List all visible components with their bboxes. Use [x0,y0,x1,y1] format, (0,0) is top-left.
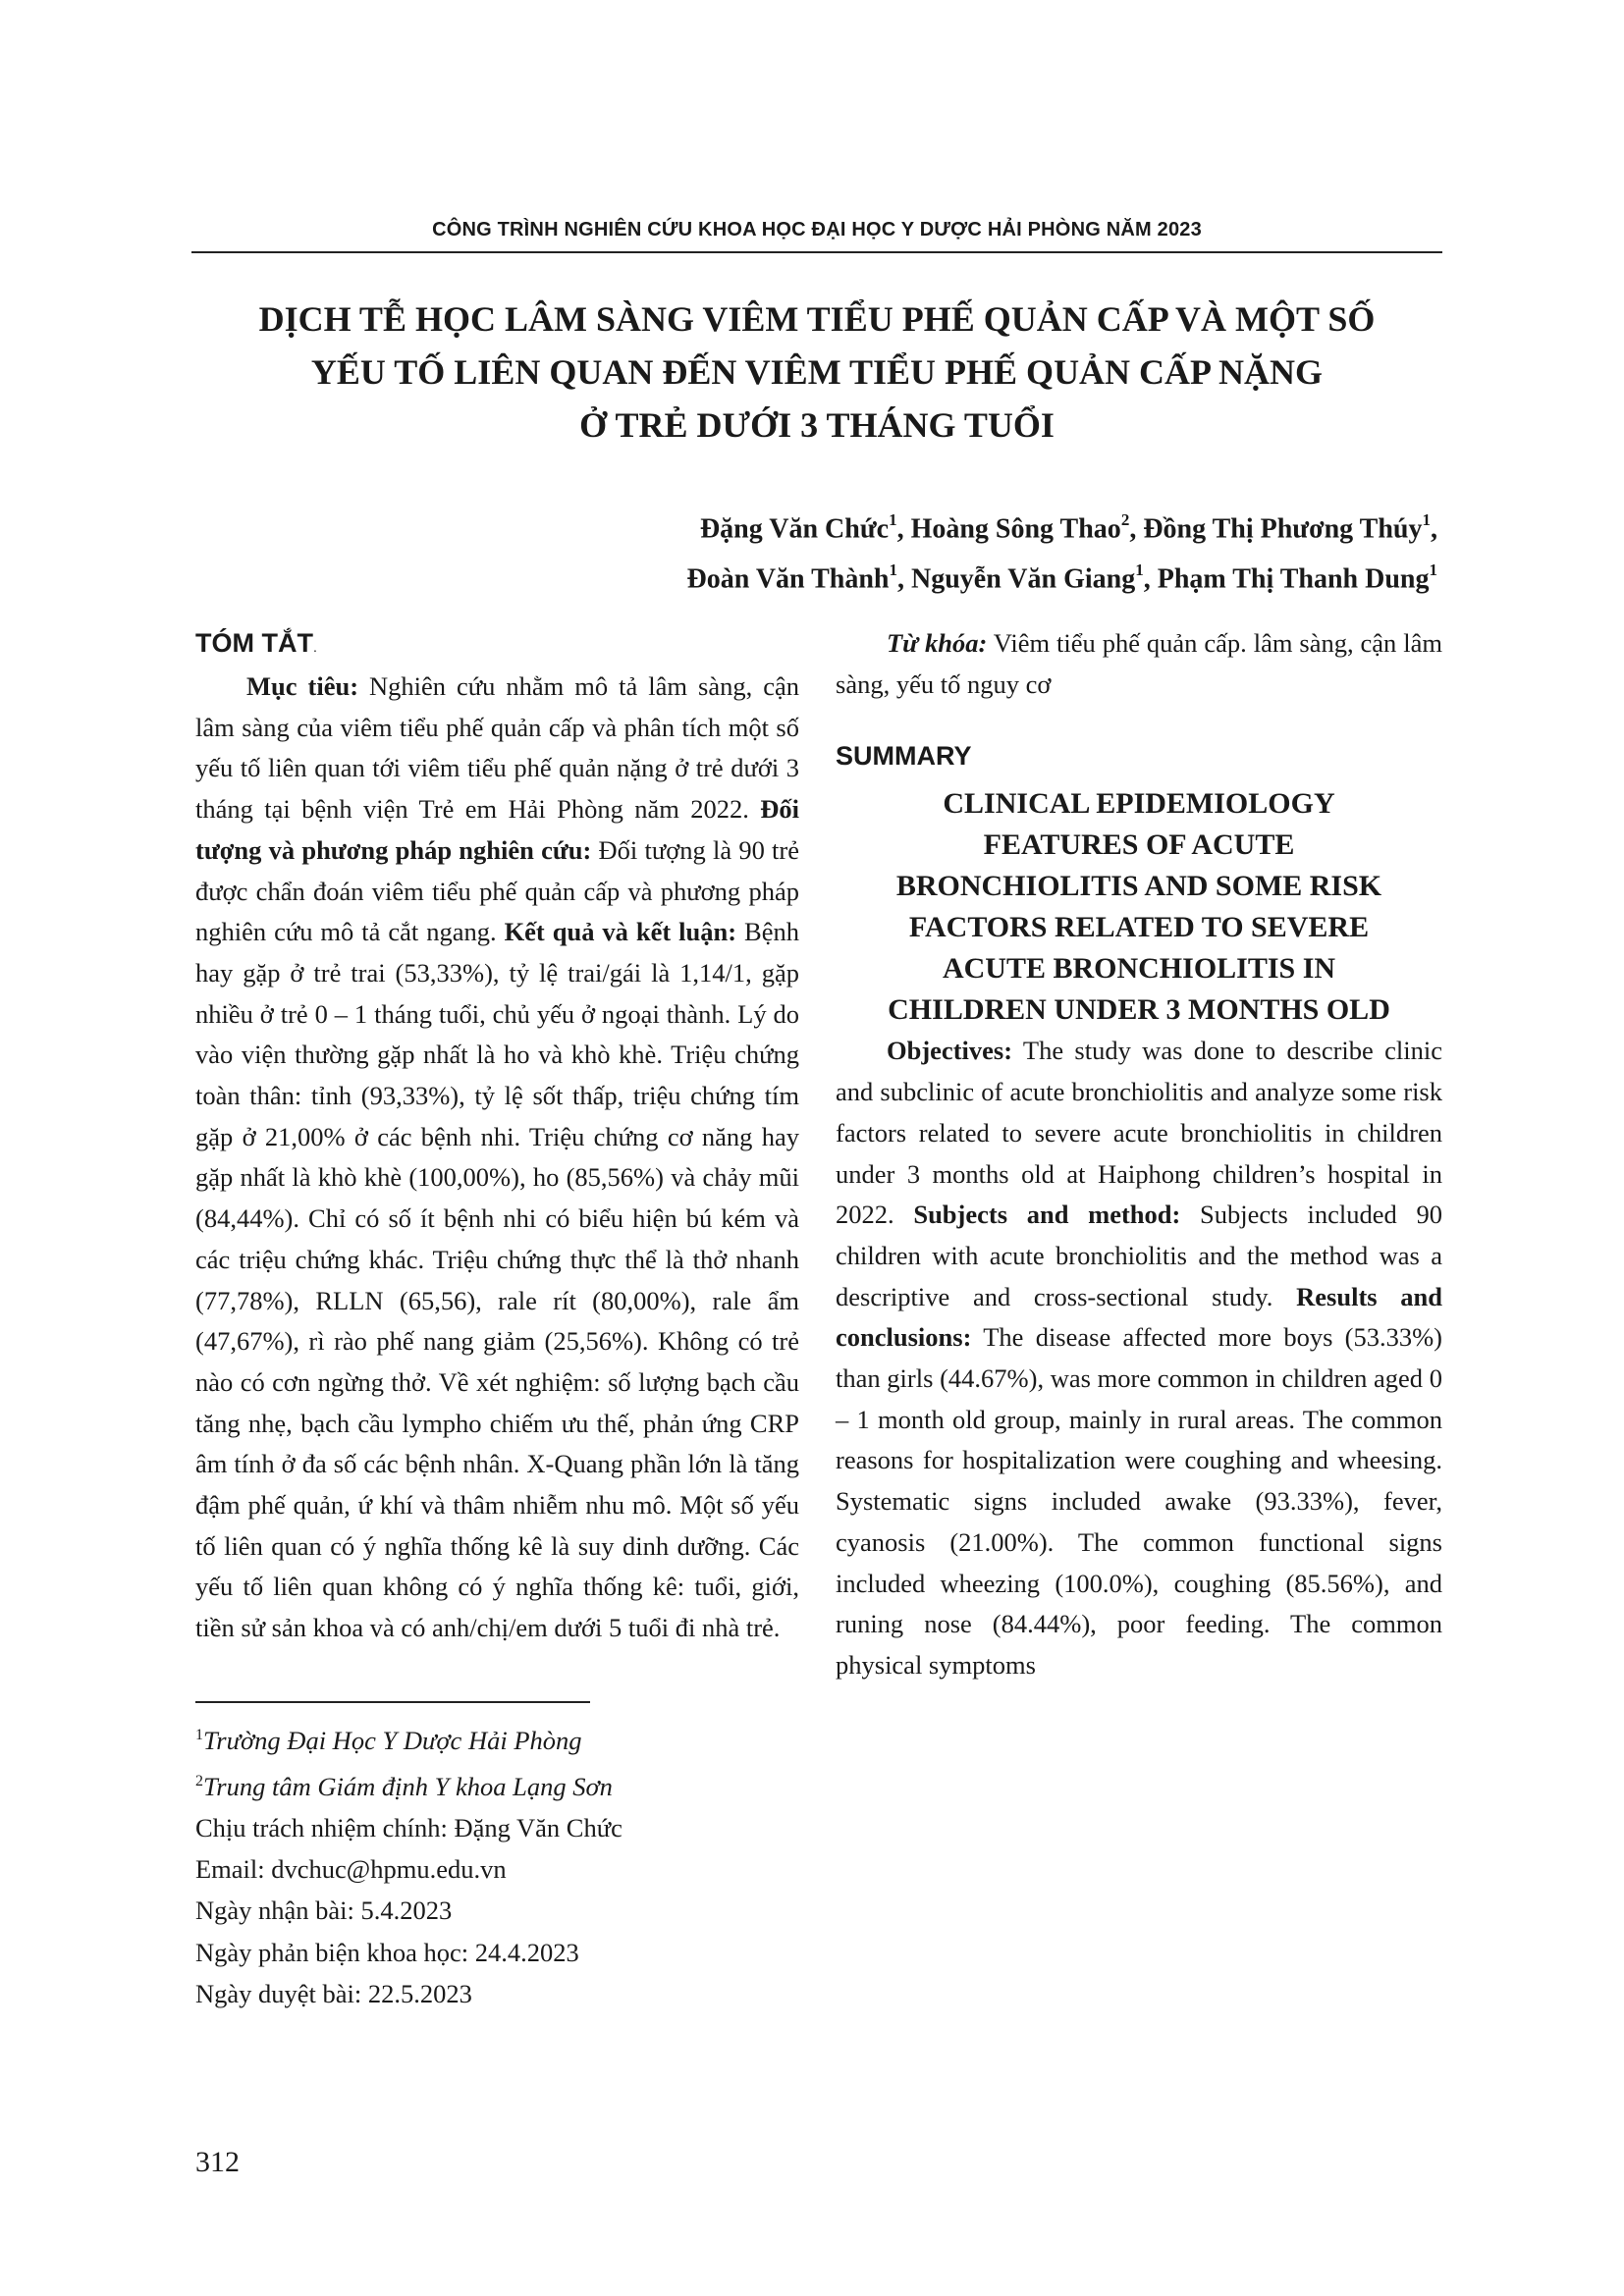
author-name: Đoàn Văn Thành [686,563,890,595]
author-name: Đặng Văn Chức [699,513,890,545]
objectives-label: Objectives: [887,1036,1013,1066]
english-title-line: ACUTE BRONCHIOLITIS IN [942,952,1336,986]
date-reviewed: Ngày phản biện khoa học: 24.4.2023 [195,1937,579,1967]
abstract-heading: TÓM TẮT. [195,628,317,658]
affiliation-mark: 2 [195,1773,203,1790]
keywords-label: Từ khóa: [887,628,988,658]
keywords-text: Viêm tiểu phế quản cấp. lâm sàng, cận lâm sàng, yếu tố nguy cơ [836,628,1442,699]
subjects-label: Đối tượng và phương pháp nghiên cứu: [195,794,799,865]
results-label: Results and conclusions: [836,1281,1442,1353]
author-name: Đồng Thị Phương Thúy [1143,513,1423,545]
objective-text: Nghiên cứu nhằm mô tả lâm sàng, cận lâm sàng của viêm tiểu phế quản cấp và phân tích một số yếu tố liên quan tới viêm tiểu phế quản nặng ở trẻ dưới 3 tháng tại bệnh viện Trẻ em Hải Phòng năm 2022. [195,671,799,825]
keywords [836,623,1442,705]
objectives-text: The study was done to describe clinic and subclinic of acute bronchiolitis and analyze some risk factors related to severe acute bronchiolitis in children under 3 months old at Haiphong children’s hospital in 2022. [836,1036,1442,1230]
english-title-line: CHILDREN UNDER 3 MONTHS OLD [888,993,1390,1027]
english-title-line: FACTORS RELATED TO SEVERE [908,911,1370,944]
english-title-line: CLINICAL EPIDEMIOLOGY [943,787,1335,821]
abstract-paragraph [195,667,799,1649]
results-label: Kết quả và kết luận: [504,917,737,947]
page-number: 312 [195,2146,240,2178]
affiliation-mark: 1 [195,1727,203,1743]
english-title-line: FEATURES OF ACUTE [983,828,1295,862]
results-text: The disease affected more boys (53.33%) than girls (44.67%), was more common in children aged 0 – 1 month old group, mainly in rural areas. The common reasons for hospitalization were coughing and wheesing. Systematic signs included awake (93.33%), fever, cyanosis (21.00%). The common functional signs included wheezing (100.0%), coughing (85.56%), and runing nose (84.44%), poor feeding. The common physical symptoms [836,1322,1442,1680]
subjects-text: Subjects included 90 children with acute bronchiolitis and the method was a descriptive and cross-sectional study. [836,1200,1442,1311]
title-line: DỊCH TỄ HỌC LÂM SÀNG VIÊM TIỂU PHẾ QUẢN CẤP VÀ MỘT SỐ [258,299,1376,339]
objective-label: Mục tiêu: [246,671,359,701]
paper-title [191,293,1442,452]
english-title [836,783,1442,1031]
summary-paragraph [836,1031,1442,1685]
author-list [687,501,1437,602]
date-accepted: Ngày duyệt bài: 22.5.2023 [195,1978,472,2008]
title-line: YẾU TỐ LIÊN QUAN ĐẾN VIÊM TIỂU PHẾ QUẢN CẤP NẶNG [310,352,1324,392]
right-column [836,623,1442,1686]
author-name: Nguyễn Văn Giang [911,563,1136,595]
affiliation-mark: 1 [1135,561,1144,580]
subjects-label: Subjects and method: [913,1200,1181,1230]
responsible-author: Chịu trách nhiệm chính: Đặng Văn Chức [195,1813,623,1843]
author-name: Hoàng Sông Thao [910,513,1121,545]
author-line: Đặng Văn Chức$^1$, Hoàng Sông Thao$^2$, Đồng Thị Phương Thúy$^1$, [699,510,1437,545]
affiliation-1 [195,1715,623,1761]
date-received: Ngày nhận bài: 5.4.2023 [195,1896,453,1926]
footnote-rule [195,1701,590,1703]
email: Email: dvchuc@hpmu.edu.vn [195,1854,507,1885]
affiliation-mark: 2 [1120,510,1130,529]
affiliation-mark: 1 [1422,510,1431,529]
subjects-text: Đối tượng là 90 trẻ được chẩn đoán viêm tiểu phế quản cấp và phương pháp nghiên cứu mô tả cắt ngang. [195,834,800,947]
affiliation-text: Trường Đại Học Y Dược Hải Phòng [203,1725,582,1755]
affiliation-text: Trung tâm Giám định Y khoa Lạng Sơn [203,1771,613,1801]
title-line: Ở TRẺ DƯỚI 3 THÁNG TUỔI [579,405,1055,445]
results-text: Bệnh hay gặp ở trẻ trai (53,33%), tỷ lệ trai/gái là 1,14/1, gặp nhiều ở trẻ 0 – 1 tháng tuổi, chủ yếu ở ngoại thành. Lý do vào viện thường gặp nhất là ho và khò khè. Triệu chứng toàn thân: tỉnh (93,33%), tỷ lệ sốt thấp, triệu chứng tím gặp ở 21,00% ở các bệnh nhi. Triệu chứng cơ năng hay gặp nhất là khò khè (100,00%), ho (85,56%) và chảy mũi (84,44%). Chỉ có số ít bệnh nhi có biểu hiện bú kém và các triệu chứng khác. Triệu chứng thực thể là thở nhanh (77,78%), RLLN (65,56), rale rít (80,00%), rale ẩm (47,67%), rì rào phế nang giảm (25,56%). Không có trẻ nào có cơn ngừng thở. Về xét nghiệm: số lượng bạch cầu tăng nhẹ, bạch cầu lympho chiếm ưu thế, phản ứng CRP âm tính ở đa số các bệnh nhân. X-Quang phần lớn là tăng đậm phế quản, ứ khí và thâm nhiễm nhu mô. Một số yếu tố liên quan có ý nghĩa thống kê là suy dinh dưỡng. Các yếu tố liên quan không có ý nghĩa thống kê: tuổi, giới, tiền sử sản khoa và có anh/chị/em dưới 5 tuổi đi nhà trẻ. [195,917,799,1643]
abstract-heading-text: TÓM TẮT [195,628,313,658]
running-header: CÔNG TRÌNH NGHIÊN CỨU KHOA HỌC ĐẠI HỌC Y DƯỢC HẢI PHÒNG NĂM 2023 [432,219,1202,240]
affiliation-2 [195,1761,623,1807]
author-line: Đoàn Văn Thành$^1$, Nguyễn Văn Giang$^1$, Phạm Thị Thanh Dung$^1$ [686,561,1437,595]
summary-heading: SUMMARY [836,741,972,772]
english-title-line: BRONCHIOLITIS AND SOME RISK [895,870,1382,903]
author-name: Phạm Thị Thanh Dung [1157,563,1430,595]
affiliation-mark: 1 [889,561,897,580]
affiliation-mark: 1 [889,510,897,529]
header-rule [191,251,1442,253]
affiliation-mark: 1 [1429,561,1437,580]
footnotes [195,1715,623,2014]
left-column [195,623,799,1649]
